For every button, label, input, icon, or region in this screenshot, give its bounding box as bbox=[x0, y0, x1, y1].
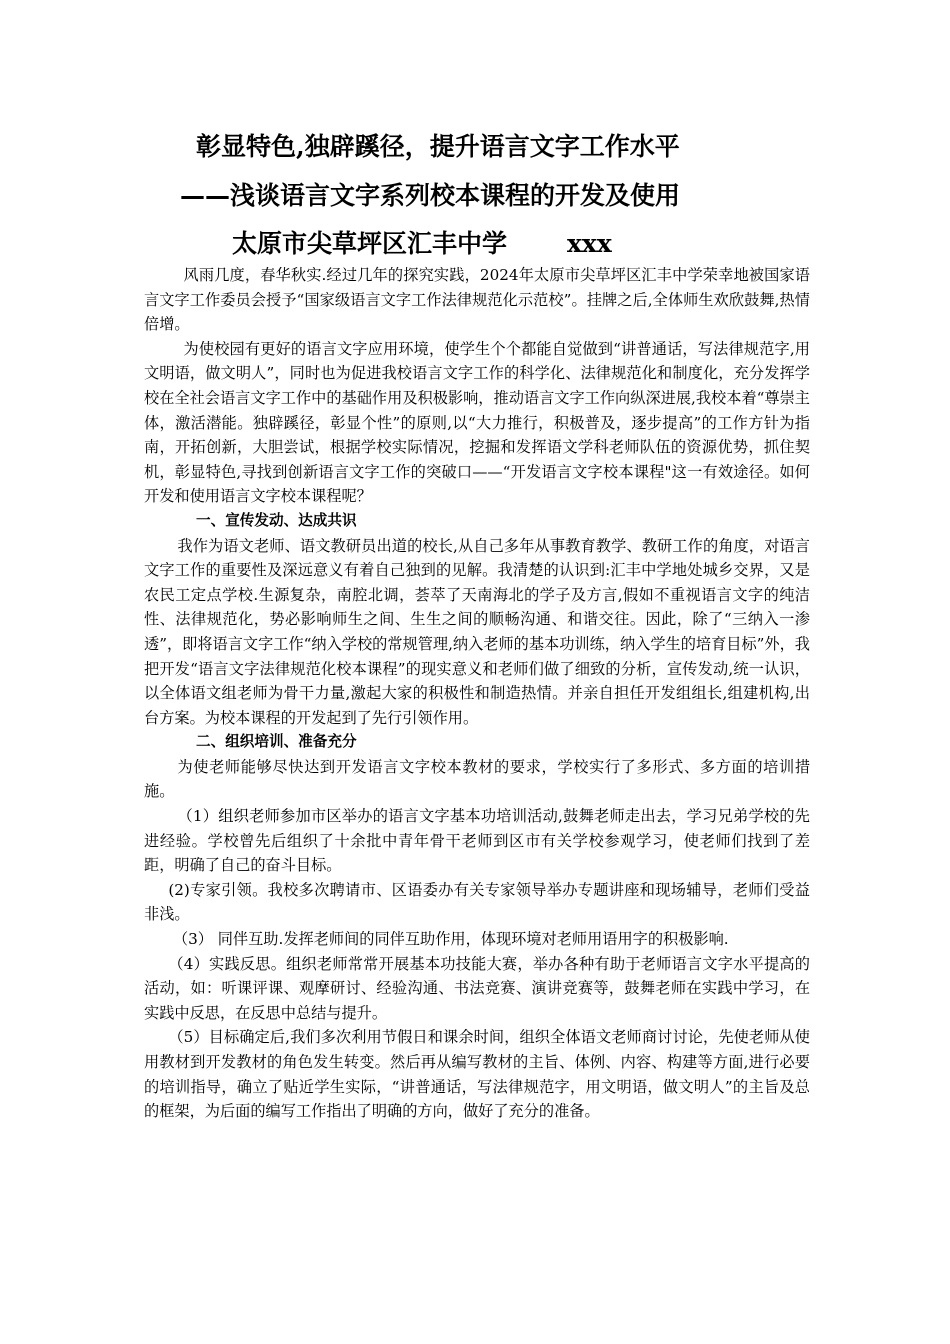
document-body bbox=[144, 263, 810, 1124]
section-heading-2: 二、组织培训、准备充分 bbox=[196, 733, 357, 751]
paragraph: （3） 同伴互助.发挥老师间的同伴互助作用，体现环境对老师用语用字的积极影响. bbox=[172, 930, 729, 949]
document-title: 彰显特色,独辟蹊径，提升语言文字工作水平 bbox=[196, 132, 680, 161]
paragraph: 为使校园有更好的语言文字应用环境，使学生个个都能自觉做到“讲普通话，写法律规范字,用文明语，做文明人”，同时也为促进我校语言文字工作的科学化、法律规范化和制度化，充分发挥学校在全社会语言文字工作中的基础作用及积极影响，推动语言文字工作向纵深进展,我校本着“尊崇主体，激活潜能。独辟蹊径，彰显个性”的原则,以“大力推行，积极普及，逐步提高”的工作方针为指南，开拓创新，大胆尝试，根据学校实际情况，挖掘和发挥语文学科老师队伍的资源优势，抓住契机，彰显特色,寻找到创新语言文字工作的突破口——“开发语言文字校本课程"这一有效途径。如何开发和使用语言文字校本课程呢？ bbox=[144, 339, 810, 506]
paragraph: 风雨几度，春华秋实.经过几年的探究实践，2024年太原市尖草坪区汇丰中学荣幸地被国家语言文字工作委员会授予“国家级语言文字工作法律规范化示范校”。挂牌之后,全体师生欢欣鼓舞,热情倍增。 bbox=[144, 266, 810, 334]
author-name: xxx bbox=[567, 229, 612, 258]
paragraph: （4）实践反思。组织老师常常开展基本功技能大赛，举办各种有助于老师语言文字水平提高的活动，如：听课评课、观摩研讨、经验沟通、书法竞赛、演讲竞赛等，鼓舞老师在实践中学习，在实践中反思，在反思中总结与提升。 bbox=[144, 954, 810, 1022]
school-name: 太原市尖草坪区汇丰中学 bbox=[232, 229, 508, 258]
paragraph: 为使老师能够尽快达到开发语言文字校本教材的要求，学校实行了多形式、多方面的培训措施。 bbox=[144, 757, 810, 801]
paragraph: （1）组织老师参加市区举办的语言文字基本功培训活动,鼓舞老师走出去，学习兄弟学校的先进经验。学校曾先后组织了十余批中青年骨干老师到区市有关学校参观学习，使老师们找到了差距，明确了自己的奋斗目标。 bbox=[144, 807, 810, 875]
section-heading-1: 一、宣传发动、达成共识 bbox=[196, 511, 357, 529]
byline bbox=[144, 229, 810, 259]
paragraph: （5）目标确定后,我们多次利用节假日和课余时间，组织全体语文老师商讨讨论，先使老师从使用教材到开发教材的角色发生转变。然后再从编写教材的主旨、体例、内容、构建等方面,进行必要的培训指导，确立了贴近学生实际，“讲普通话，写法律规范字，用文明语，做文明人”的主旨及总的框架，为后面的编写工作指出了明确的方向，做好了充分的准备。 bbox=[144, 1028, 810, 1121]
document-subtitle: ——浅谈语言文字系列校本课程的开发及使用 bbox=[180, 181, 681, 210]
paragraph: (2)专家引领。我校多次聘请市、区语委办有关专家领导举办专题讲座和现场辅导，老师们受益非浅。 bbox=[144, 880, 810, 924]
paragraph: 我作为语文老师、语文教研员出道的校长,从自己多年从事教育教学、教研工作的角度，对语言文字工作的重要性及深远意义有着自己独到的见解。我清楚的认识到:汇丰中学地处城乡交界，又是农民工定点学校.生源复杂，南腔北调，荟萃了天南海北的学子及方言,假如不重视语言文字的纯洁性、法律规范化，势必影响师生之间、生生之间的顺畅沟通、和谐交往。因此，除了“三纳入一渗透”，即将语言文字工作“纳入学校的常规管理,纳入老师的基本功训练，纳入学生的培育目标”外，我把开发“语言文字法律规范化校本课程”的现实意义和老师们做了细致的分析，宣传发动,统一认识，以全体语文组老师为骨干力量,激起大家的积极性和制造热情。并亲自担任开发组组长,组建机构,出台方案。为校本课程的开发起到了先行引领作用。 bbox=[144, 536, 810, 727]
